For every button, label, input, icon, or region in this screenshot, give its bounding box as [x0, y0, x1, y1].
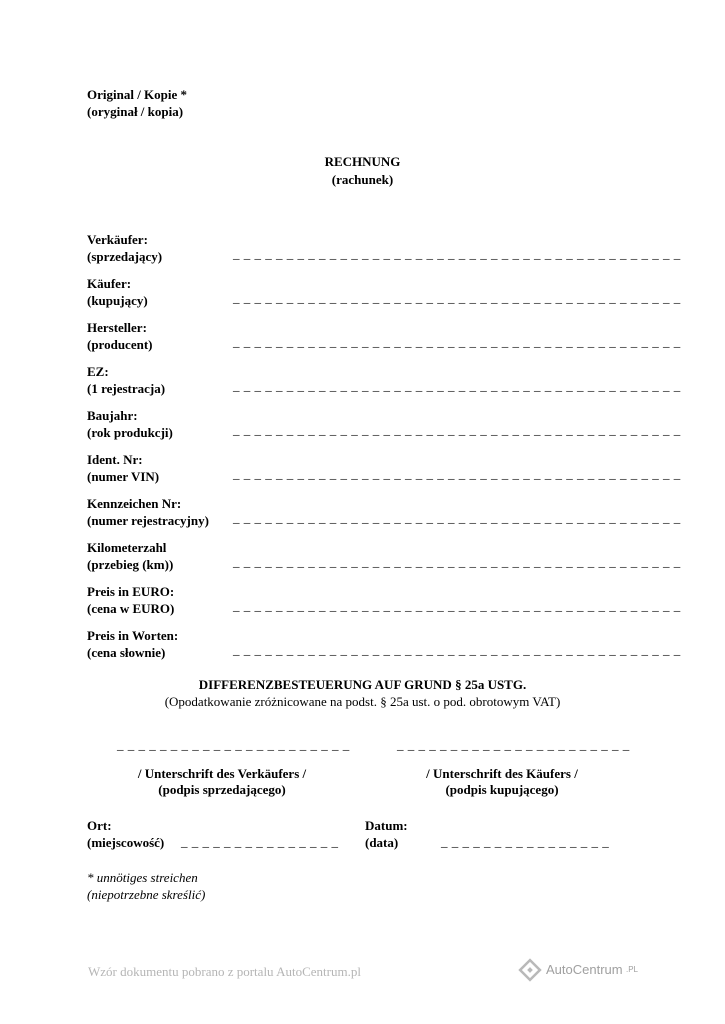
- production-year-input-line[interactable]: _ _ _ _ _ _ _ _ _ _ _ _ _ _ _ _ _ _ _ _ _ _ _ _ _ _ _ _ _ _ _ _ _ _ _ _ _ _ _ _ _ _: [233, 422, 681, 437]
- buyer-signature-line[interactable]: _ _ _ _ _ _ _ _ _ _ _ _ _ _ _ _ _ _ _ _ _ _: [397, 737, 630, 752]
- field-label: Käufer: (kupujący): [87, 276, 148, 308]
- vin-input-line[interactable]: _ _ _ _ _ _ _ _ _ _ _ _ _ _ _ _ _ _ _ _ _ _ _ _ _ _ _ _ _ _ _ _ _ _ _ _ _ _ _ _ _ _: [233, 466, 681, 481]
- field-vin: [87, 451, 681, 487]
- field-production-year: [87, 407, 681, 443]
- registration-number-input-line[interactable]: _ _ _ _ _ _ _ _ _ _ _ _ _ _ _ _ _ _ _ _ _ _ _ _ _ _ _ _ _ _ _ _ _ _ _ _ _ _ _ _ _ _: [233, 510, 681, 525]
- logo-text: AutoCentrum: [546, 962, 623, 977]
- field-manufacturer: [87, 319, 681, 355]
- field-mileage: [87, 539, 681, 575]
- document-title: RECHNUNG: [324, 154, 401, 169]
- buyer-signature-label-pl: (podpis kupującego): [445, 782, 559, 797]
- field-label: Kilometerzahl (przebieg (km)): [87, 540, 174, 572]
- tax-heading: DIFFERENZBESTEUERUNG AUF GRUND § 25a USTG.: [198, 677, 527, 692]
- field-label: Ident. Nr: (numer VIN): [87, 452, 160, 484]
- mileage-input-line[interactable]: _ _ _ _ _ _ _ _ _ _ _ _ _ _ _ _ _ _ _ _ _ _ _ _ _ _ _ _ _ _ _ _ _ _ _ _ _ _ _ _ _ _: [233, 554, 681, 569]
- seller-signature-label-pl: (podpis sprzedającego): [158, 782, 286, 797]
- logo-suffix: .PL: [626, 965, 639, 974]
- buyer-input-line[interactable]: _ _ _ _ _ _ _ _ _ _ _ _ _ _ _ _ _ _ _ _ _ _ _ _ _ _ _ _ _ _ _ _ _ _ _ _ _ _ _ _ _ _: [233, 290, 681, 305]
- field-label: Baujahr: (rok produkcji): [87, 408, 173, 440]
- footnote: * unnötiges streichen: [87, 870, 198, 885]
- date-input-line[interactable]: _ _ _ _ _ _ _ _ _ _ _ _ _ _ _ _: [441, 834, 610, 849]
- place-label: Ort:: [87, 818, 112, 833]
- field-label: Verkäufer: (sprzedający): [87, 232, 163, 264]
- field-label: Kennzeichen Nr: (numer rejestracyjny): [87, 496, 209, 528]
- field-first-registration: [87, 363, 681, 399]
- document-subtitle: (rachunek): [331, 172, 394, 187]
- place-input-line[interactable]: _ _ _ _ _ _ _ _ _ _ _ _ _ _ _: [181, 834, 339, 849]
- field-seller: [87, 231, 681, 267]
- field-label: Preis in Worten: (cena słownie): [87, 628, 179, 660]
- seller-signature-line[interactable]: _ _ _ _ _ _ _ _ _ _ _ _ _ _ _ _ _ _ _ _ _ _: [117, 737, 350, 752]
- autocentrum-logo[interactable]: [518, 957, 643, 983]
- field-label: Hersteller: (producent): [87, 320, 153, 352]
- field-price-words: [87, 627, 681, 663]
- place-label-pl: (miejscowość): [87, 835, 165, 850]
- logo-diamond-icon: [518, 958, 542, 982]
- date-label: Datum:: [365, 818, 408, 833]
- copy-type-label-pl: (oryginał / kopia): [87, 104, 184, 119]
- field-buyer: [87, 275, 681, 311]
- field-registration-number: [87, 495, 681, 531]
- seller-input-line[interactable]: _ _ _ _ _ _ _ _ _ _ _ _ _ _ _ _ _ _ _ _ _ _ _ _ _ _ _ _ _ _ _ _ _ _ _ _ _ _ _ _ _ _: [233, 246, 681, 261]
- manufacturer-input-line[interactable]: _ _ _ _ _ _ _ _ _ _ _ _ _ _ _ _ _ _ _ _ _ _ _ _ _ _ _ _ _ _ _ _ _ _ _ _ _ _ _ _ _ _: [233, 334, 681, 349]
- footnote-pl: (niepotrzebne skreślić): [87, 887, 206, 902]
- date-label-pl: (data): [365, 835, 399, 850]
- field-price-euro: [87, 583, 681, 619]
- first-registration-input-line[interactable]: _ _ _ _ _ _ _ _ _ _ _ _ _ _ _ _ _ _ _ _ _ _ _ _ _ _ _ _ _ _ _ _ _ _ _ _ _ _ _ _ _ _: [233, 378, 681, 393]
- tax-subheading: (Opodatkowanie zróżnicowane na podst. § 25a ust. o pod. obrotowym VAT): [164, 694, 561, 709]
- buyer-signature-label: / Unterschrift des Käufers /: [426, 766, 578, 781]
- copy-type-label: Original / Kopie *: [87, 87, 188, 102]
- price-words-input-line[interactable]: _ _ _ _ _ _ _ _ _ _ _ _ _ _ _ _ _ _ _ _ _ _ _ _ _ _ _ _ _ _ _ _ _ _ _ _ _ _ _ _ _ _: [233, 642, 681, 657]
- source-note: Wzór dokumentu pobrano z portalu AutoCentrum.pl: [88, 964, 361, 979]
- price-euro-input-line[interactable]: _ _ _ _ _ _ _ _ _ _ _ _ _ _ _ _ _ _ _ _ _ _ _ _ _ _ _ _ _ _ _ _ _ _ _ _ _ _ _ _ _ _: [233, 598, 681, 613]
- field-label: Preis in EURO: (cena w EURO): [87, 584, 175, 616]
- field-label: EZ: (1 rejestracja): [87, 364, 166, 396]
- seller-signature-label: / Unterschrift des Verkäufers /: [137, 766, 307, 781]
